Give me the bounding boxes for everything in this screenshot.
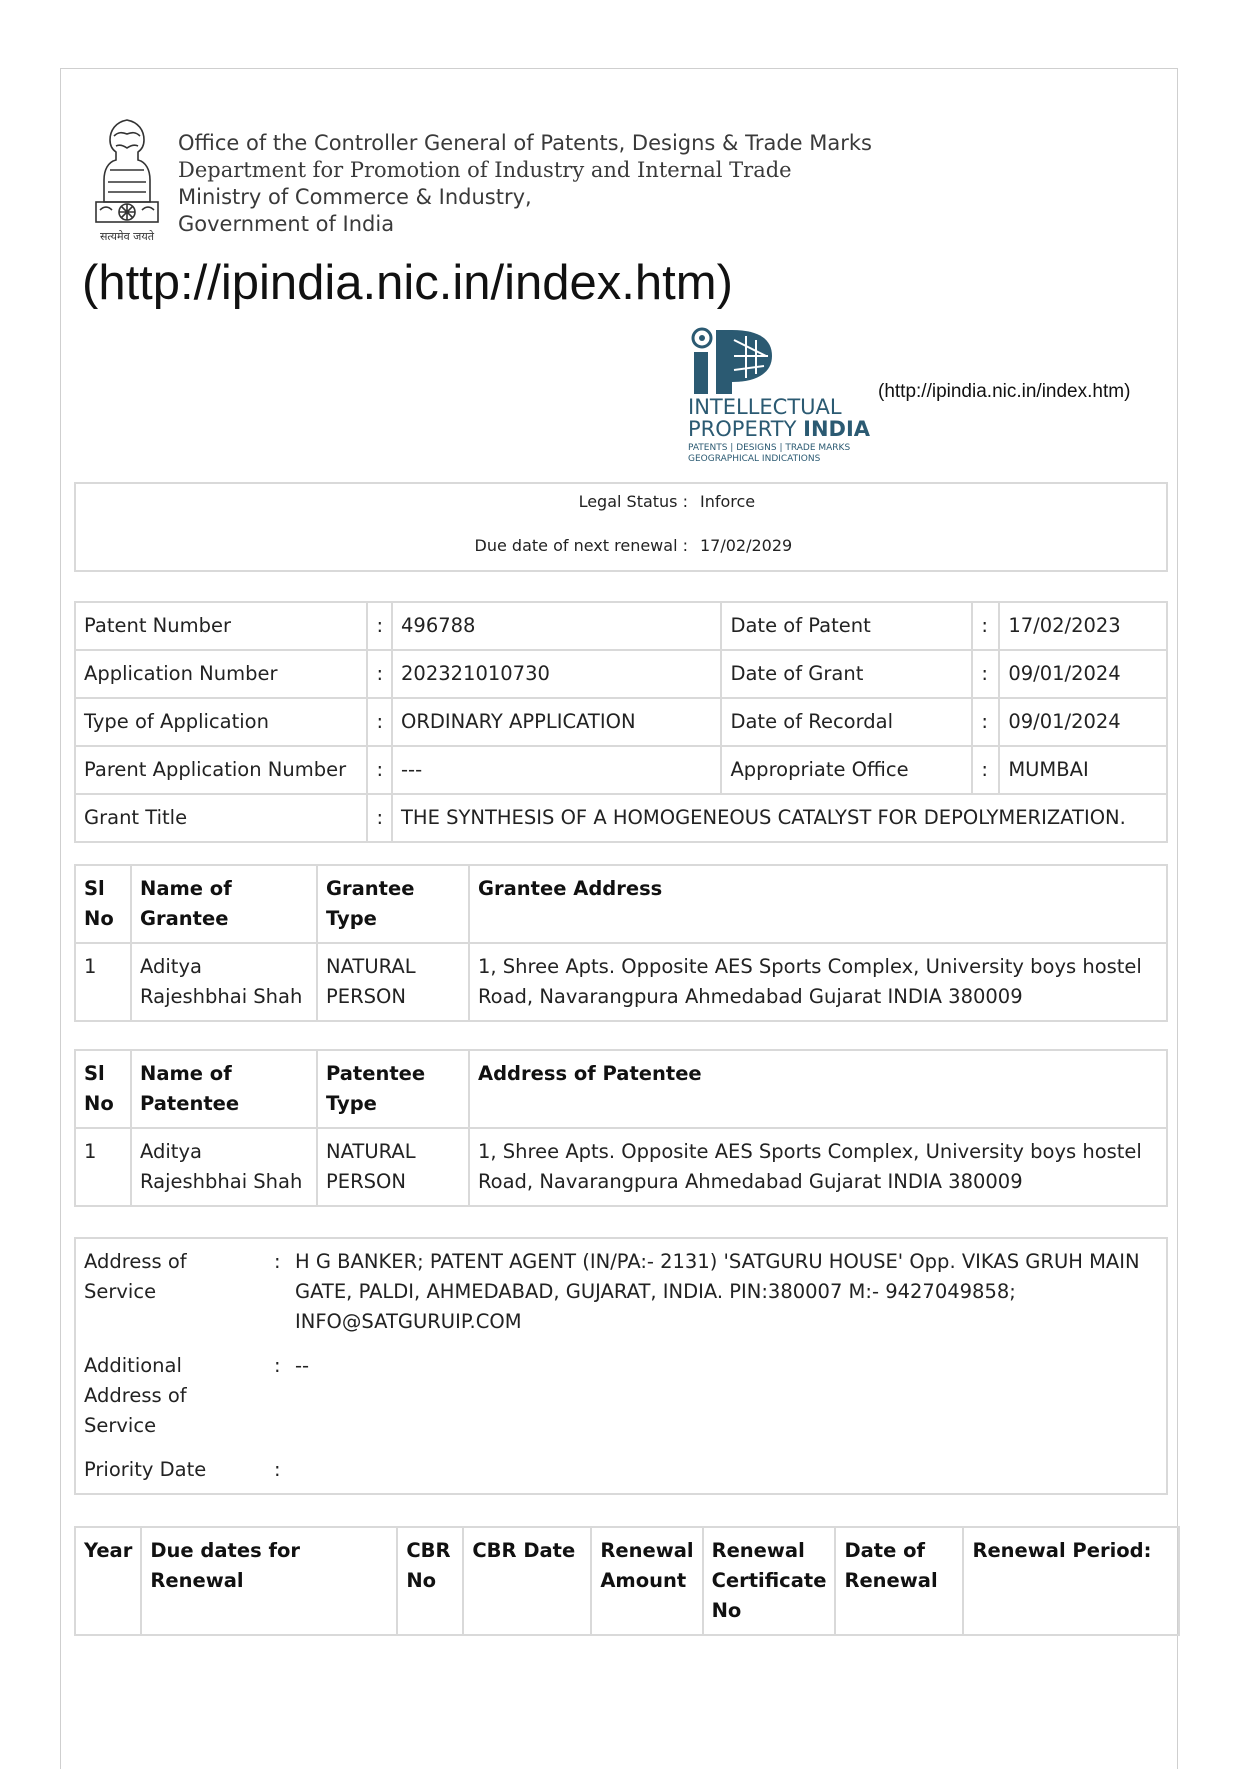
- office-line-4: Government of India: [178, 212, 395, 236]
- application-type-label: Type of Application: [75, 698, 367, 746]
- appropriate-office-value: MUMBAI: [999, 746, 1167, 794]
- parent-application-value: ---: [392, 746, 721, 794]
- colon: :: [274, 1354, 281, 1377]
- patentee-type-cell: NATURAL PERSON: [317, 1128, 469, 1206]
- next-renewal-value: 17/02/2029: [700, 536, 793, 555]
- colon: :: [367, 794, 392, 842]
- colon: :: [972, 698, 999, 746]
- colon: :: [367, 650, 392, 698]
- appropriate-office-label: Appropriate Office: [721, 746, 972, 794]
- colon: :: [274, 1458, 281, 1481]
- sl-no-cell: 1: [75, 943, 131, 1021]
- additional-address-label: Additional Address of Service: [84, 1354, 187, 1437]
- patentee-table: [74, 1049, 1168, 1207]
- table-row: [75, 602, 1167, 650]
- date-of-recordal-value: 09/01/2024: [999, 698, 1167, 746]
- column-header: Name of Patentee: [131, 1050, 317, 1128]
- ipindia-logo-link[interactable]: (http://ipindia.nic.in/index.htm): [878, 381, 1131, 402]
- logo-line-4: GEOGRAPHICAL INDICATIONS: [688, 454, 821, 464]
- address-of-service-label: Address of Service: [84, 1250, 187, 1303]
- patent-number-value: 496788: [392, 602, 721, 650]
- colon: :: [972, 602, 999, 650]
- ipindia-link[interactable]: (http://ipindia.nic.in/index.htm): [82, 256, 733, 310]
- application-number-label: Application Number: [75, 650, 367, 698]
- ip-india-logo[interactable]: [688, 326, 878, 468]
- date-of-grant-value: 09/01/2024: [999, 650, 1167, 698]
- table-header-row: [75, 865, 1167, 943]
- table-header-row: [75, 1050, 1167, 1128]
- address-of-service-value: H G BANKER; PATENT AGENT (IN/PA:- 2131) 'SATGURU HOUSE' Opp. VIKAS GRUH MAIN GATE, PALDI, AHMEDABAD, GUJARAT, INDIA. PIN:380007 M:- 9427049858; INFO@SATGURUIP.COM: [295, 1250, 1140, 1333]
- national-emblem-icon: [86, 116, 168, 248]
- emblem-caption: सत्यमेव जयते: [99, 230, 155, 243]
- column-header: Address of Patentee: [469, 1050, 1167, 1128]
- colon: :: [972, 746, 999, 794]
- renewal-table: [74, 1526, 1180, 1636]
- column-header: Year: [75, 1527, 141, 1635]
- logo-line-2b: INDIA: [803, 417, 871, 441]
- grant-title-label: Grant Title: [75, 794, 367, 842]
- next-renewal-label: Due date of next renewal :: [474, 536, 688, 555]
- table-row: [75, 794, 1167, 842]
- table-row: [75, 698, 1167, 746]
- table-row: [75, 746, 1167, 794]
- office-line-2: Department for Promotion of Industry and Internal Trade: [178, 158, 792, 182]
- additional-address-value: --: [295, 1354, 310, 1377]
- date-of-patent-label: Date of Patent: [721, 602, 972, 650]
- patent-details-table: [74, 601, 1168, 843]
- svg-text:PROPERTY INDIA: [688, 417, 871, 441]
- patentee-address-cell: 1, Shree Apts. Opposite AES Sports Complex, University boys hostel Road, Navarangpura Ahmedabad Gujarat INDIA 380009: [469, 1128, 1167, 1206]
- column-header: Due dates for Renewal: [141, 1527, 397, 1635]
- patentee-name-cell: Aditya Rajeshbhai Shah: [131, 1128, 317, 1206]
- column-header: Renewal Amount: [591, 1527, 702, 1635]
- column-header: Sl No: [75, 1050, 131, 1128]
- column-header: Patentee Type: [317, 1050, 469, 1128]
- logo-line-2a: PROPERTY: [688, 417, 804, 441]
- legal-status-label: Legal Status :: [578, 492, 688, 511]
- ip-india-logo-mark: [693, 329, 772, 394]
- column-header: Grantee Type: [317, 865, 469, 943]
- logo-line-1: INTELLECTUAL: [688, 395, 842, 419]
- date-of-recordal-label: Date of Recordal: [721, 698, 972, 746]
- grantee-address-cell: 1, Shree Apts. Opposite AES Sports Complex, University boys hostel Road, Navarangpura Ahmedabad Gujarat INDIA 380009: [469, 943, 1167, 1021]
- office-line-1: Office of the Controller General of Patents, Designs & Trade Marks: [178, 131, 872, 155]
- colon: :: [367, 698, 392, 746]
- date-of-grant-label: Date of Grant: [721, 650, 972, 698]
- column-header: Renewal Certificate No: [703, 1527, 836, 1635]
- column-header: Name of Grantee: [131, 865, 317, 943]
- office-line-3: Ministry of Commerce & Industry,: [178, 185, 532, 209]
- table-row: [75, 943, 1167, 1021]
- priority-date-label: Priority Date: [84, 1458, 207, 1481]
- colon: :: [972, 650, 999, 698]
- grant-title-value: THE SYNTHESIS OF A HOMOGENEOUS CATALYST FOR DEPOLYMERIZATION.: [392, 794, 1167, 842]
- legal-status-box: [74, 482, 1168, 572]
- office-header: [178, 130, 872, 238]
- date-of-patent-value: 17/02/2023: [999, 602, 1167, 650]
- grantee-name-cell: Aditya Rajeshbhai Shah: [131, 943, 317, 1021]
- table-header-row: [75, 1527, 1179, 1635]
- grantee-table: [74, 864, 1168, 1022]
- table-row: [75, 650, 1167, 698]
- column-header: Sl No: [75, 865, 131, 943]
- table-row: [75, 1128, 1167, 1206]
- colon: :: [367, 602, 392, 650]
- service-box: [74, 1237, 1168, 1495]
- grantee-type-cell: NATURAL PERSON: [317, 943, 469, 1021]
- column-header: Renewal Period:: [963, 1527, 1179, 1635]
- parent-application-label: Parent Application Number: [75, 746, 367, 794]
- sl-no-cell: 1: [75, 1128, 131, 1206]
- legal-status-value: Inforce: [700, 492, 756, 511]
- logo-line-3: PATENTS | DESIGNS | TRADE MARKS: [688, 443, 851, 453]
- patent-number-label: Patent Number: [75, 602, 367, 650]
- column-header: Grantee Address: [469, 865, 1167, 943]
- application-type-value: ORDINARY APPLICATION: [392, 698, 721, 746]
- column-header: CBR No: [397, 1527, 463, 1635]
- column-header: Date of Renewal: [835, 1527, 963, 1635]
- application-number-value: 202321010730: [392, 650, 721, 698]
- colon: :: [367, 746, 392, 794]
- colon: :: [274, 1250, 281, 1273]
- column-header: CBR Date: [463, 1527, 591, 1635]
